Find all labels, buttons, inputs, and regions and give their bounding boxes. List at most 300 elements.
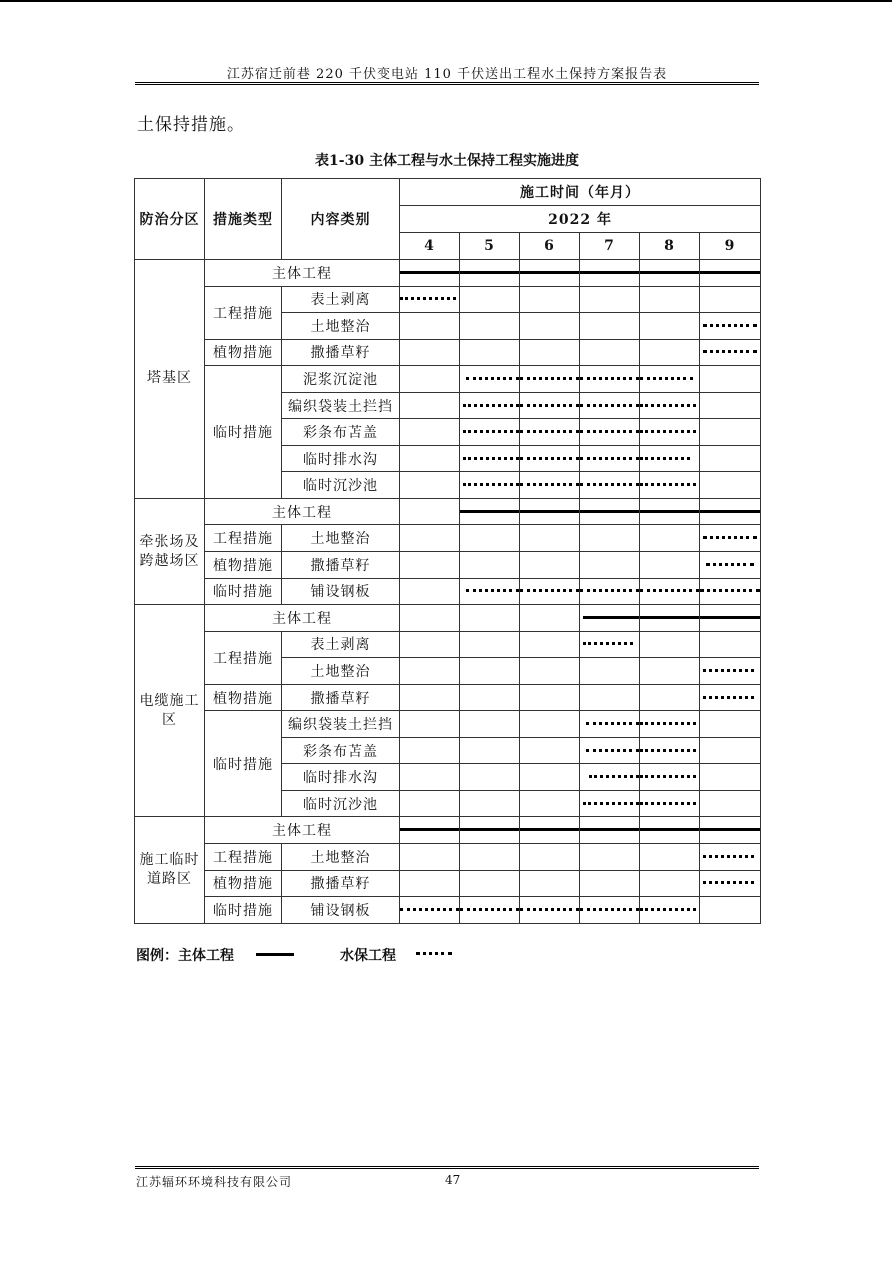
- header-rule: [135, 82, 759, 83]
- month-cell-6: [520, 578, 580, 605]
- month-cell-9: [700, 472, 761, 499]
- month-cell-7: [580, 764, 640, 791]
- month-cell-5: [460, 658, 520, 685]
- main-works-bar: [580, 271, 639, 274]
- soil-measure-bar: [703, 536, 757, 539]
- month-cell-6: [520, 790, 580, 817]
- header-type: 措施类型: [205, 179, 282, 260]
- month-cell-4: [400, 870, 460, 897]
- month-cell-4: [400, 605, 460, 632]
- month-cell-9: [700, 260, 761, 287]
- soil-measure-bar: [463, 483, 519, 486]
- soil-measure-bar: [520, 377, 579, 380]
- month-cell-6: [520, 658, 580, 685]
- main-works-label: 主体工程: [205, 605, 400, 632]
- month-cell-7: [580, 711, 640, 738]
- main-works-bar: [700, 616, 760, 619]
- soil-measure-bar: [640, 908, 696, 911]
- content-cell: 土地整治: [282, 525, 400, 552]
- footer-rule-2: [135, 1168, 759, 1169]
- main-works-bar: [460, 828, 519, 831]
- month-cell-8: [640, 366, 700, 393]
- main-works-bar: [700, 271, 760, 274]
- month-cell-4: [400, 684, 460, 711]
- month-cell-8: [640, 737, 700, 764]
- month-cell-7: [580, 366, 640, 393]
- month-cell-4: [400, 817, 460, 844]
- soil-measure-bar: [703, 881, 754, 884]
- month-cell-6: [520, 260, 580, 287]
- month-cell-7: [580, 313, 640, 340]
- month-cell-8: [640, 445, 700, 472]
- month-cell-9: [700, 817, 761, 844]
- content-cell: 彩条布苫盖: [282, 419, 400, 446]
- month-cell-9: [700, 339, 761, 366]
- month-cell-7: [580, 684, 640, 711]
- soil-measure-bar: [466, 589, 519, 592]
- content-cell: 撒播草籽: [282, 339, 400, 366]
- month-cell-5: [460, 897, 520, 924]
- main-works-bar: [400, 271, 459, 274]
- month-cell-5: [460, 790, 520, 817]
- month-cell-7: [580, 525, 640, 552]
- soil-measure-bar: [580, 377, 639, 380]
- month-cell-8: [640, 578, 700, 605]
- month-cell-7: [580, 897, 640, 924]
- month-cell-8: [640, 764, 700, 791]
- soil-measure-bar: [703, 324, 757, 327]
- month-cell-4: [400, 844, 460, 871]
- month-cell-5: [460, 737, 520, 764]
- content-cell: 撒播草籽: [282, 552, 400, 579]
- content-cell: 撒播草籽: [282, 684, 400, 711]
- measure-type-cell: 临时措施: [205, 897, 282, 924]
- month-cell-9: [700, 445, 761, 472]
- month-cell-5: [460, 339, 520, 366]
- soil-measure-bar: [580, 483, 639, 486]
- main-works-bar: [520, 510, 579, 513]
- month-cell-5: [460, 472, 520, 499]
- month-cell-9: [700, 392, 761, 419]
- month-cell-7: [580, 419, 640, 446]
- soil-measure-bar: [640, 404, 696, 407]
- month-cell-4: [400, 366, 460, 393]
- main-works-bar: [460, 510, 519, 513]
- month-cell-6: [520, 605, 580, 632]
- table-row: [135, 366, 761, 393]
- legend-water-line: [416, 952, 452, 955]
- top-border: [0, 0, 892, 2]
- month-cell-5: [460, 313, 520, 340]
- month-cell-7: [580, 392, 640, 419]
- month-cell-5: [460, 844, 520, 871]
- month-cell-4: [400, 498, 460, 525]
- footer-rule: [135, 1166, 759, 1167]
- month-cell-5: [460, 286, 520, 313]
- month-cell-7: [580, 790, 640, 817]
- month-cell-7: [580, 260, 640, 287]
- month-cell-6: [520, 870, 580, 897]
- header-year: 2022 年: [400, 206, 761, 233]
- month-cell-4: [400, 260, 460, 287]
- month-cell-9: [700, 313, 761, 340]
- legend-main-label: 图例：主体工程: [136, 948, 234, 964]
- soil-measure-bar: [640, 722, 696, 725]
- soil-measure-bar: [640, 749, 696, 752]
- zone-cell: 电缆施工区: [135, 605, 205, 817]
- month-cell-5: [460, 684, 520, 711]
- main-works-label: 主体工程: [205, 817, 400, 844]
- main-works-bar: [460, 271, 519, 274]
- month-cell-9: [700, 870, 761, 897]
- soil-measure-bar: [520, 404, 579, 407]
- month-cell-6: [520, 313, 580, 340]
- soil-measure-bar: [706, 563, 754, 566]
- month-cell-8: [640, 552, 700, 579]
- soil-measure-bar: [520, 908, 579, 911]
- content-cell: 土地整治: [282, 313, 400, 340]
- month-cell-6: [520, 631, 580, 658]
- month-cell-9: [700, 711, 761, 738]
- month-cell-5: [460, 711, 520, 738]
- month-cell-5: [460, 260, 520, 287]
- month-cell-6: [520, 897, 580, 924]
- month-cell-6: [520, 419, 580, 446]
- month-cell-8: [640, 658, 700, 685]
- content-cell: 临时排水沟: [282, 445, 400, 472]
- measure-type-cell: 工程措施: [205, 286, 282, 339]
- main-works-bar: [400, 828, 459, 831]
- table-row: [135, 525, 761, 552]
- soil-measure-bar: [400, 297, 456, 300]
- month-cell-7: [580, 631, 640, 658]
- soil-measure-bar: [520, 430, 579, 433]
- month-header-6: 6: [520, 233, 580, 260]
- month-cell-5: [460, 605, 520, 632]
- main-works-bar: [640, 616, 699, 619]
- month-cell-8: [640, 684, 700, 711]
- month-cell-7: [580, 817, 640, 844]
- soil-measure-bar: [463, 430, 519, 433]
- table-row: [135, 844, 761, 871]
- soil-measure-bar: [589, 775, 639, 778]
- soil-measure-bar: [703, 350, 757, 353]
- month-cell-6: [520, 764, 580, 791]
- table-row: [135, 578, 761, 605]
- footer-company: 江苏辐环环境科技有限公司: [136, 1175, 293, 1189]
- soil-measure-bar: [640, 775, 696, 778]
- main-works-bar: [640, 271, 699, 274]
- soil-measure-bar: [580, 908, 639, 911]
- month-cell-9: [700, 525, 761, 552]
- table-row: [135, 684, 761, 711]
- month-cell-8: [640, 392, 700, 419]
- month-cell-8: [640, 419, 700, 446]
- month-cell-8: [640, 339, 700, 366]
- content-cell: 泥浆沉淀池: [282, 366, 400, 393]
- content-cell: 铺设钢板: [282, 578, 400, 605]
- month-cell-8: [640, 711, 700, 738]
- main-works-bar: [640, 510, 699, 513]
- month-cell-5: [460, 419, 520, 446]
- table-row: [135, 870, 761, 897]
- month-cell-5: [460, 870, 520, 897]
- month-cell-4: [400, 419, 460, 446]
- month-cell-6: [520, 817, 580, 844]
- month-cell-4: [400, 578, 460, 605]
- month-cell-5: [460, 366, 520, 393]
- month-cell-6: [520, 684, 580, 711]
- content-cell: 土地整治: [282, 658, 400, 685]
- content-cell: 彩条布苫盖: [282, 737, 400, 764]
- header-time: 施工时间（年月）: [400, 179, 761, 206]
- month-cell-9: [700, 578, 761, 605]
- main-works-bar: [520, 271, 579, 274]
- content-cell: 编织袋装土拦挡: [282, 392, 400, 419]
- month-cell-4: [400, 286, 460, 313]
- main-works-label: 主体工程: [205, 498, 400, 525]
- measure-type-cell: 临时措施: [205, 366, 282, 499]
- soil-measure-bar: [640, 483, 696, 486]
- month-cell-9: [700, 764, 761, 791]
- month-cell-8: [640, 498, 700, 525]
- page-header: 江苏宿迁前巷 220 千伏变电站 110 千伏送出工程水土保持方案报告表: [226, 67, 668, 82]
- soil-measure-bar: [586, 722, 639, 725]
- month-cell-6: [520, 366, 580, 393]
- month-cell-9: [700, 286, 761, 313]
- month-cell-7: [580, 286, 640, 313]
- month-cell-5: [460, 552, 520, 579]
- soil-measure-bar: [703, 855, 754, 858]
- month-cell-8: [640, 844, 700, 871]
- table-row: [135, 631, 761, 658]
- header-zone: 防治分区: [135, 179, 205, 260]
- soil-measure-bar: [640, 377, 693, 380]
- month-cell-6: [520, 525, 580, 552]
- month-cell-7: [580, 339, 640, 366]
- zone-cell: 牵张场及跨越场区: [135, 498, 205, 604]
- content-cell: 表土剥离: [282, 286, 400, 313]
- month-cell-4: [400, 897, 460, 924]
- table-row: [135, 498, 761, 525]
- header-rule-2: [135, 84, 759, 85]
- table-row: [135, 711, 761, 738]
- main-works-bar: [583, 616, 639, 619]
- month-header-9: 9: [700, 233, 761, 260]
- soil-measure-bar: [640, 457, 690, 460]
- content-cell: 撒播草籽: [282, 870, 400, 897]
- month-header-7: 7: [580, 233, 640, 260]
- month-cell-4: [400, 552, 460, 579]
- content-cell: 土地整治: [282, 844, 400, 871]
- month-cell-8: [640, 525, 700, 552]
- content-cell: 临时沉沙池: [282, 790, 400, 817]
- month-cell-4: [400, 737, 460, 764]
- month-cell-7: [580, 658, 640, 685]
- month-cell-5: [460, 631, 520, 658]
- month-cell-6: [520, 472, 580, 499]
- month-cell-9: [700, 658, 761, 685]
- soil-measure-bar: [580, 457, 639, 460]
- month-header-5: 5: [460, 233, 520, 260]
- main-works-label: 主体工程: [205, 260, 400, 287]
- month-cell-7: [580, 844, 640, 871]
- month-cell-9: [700, 605, 761, 632]
- legend: [136, 945, 396, 965]
- measure-type-cell: 工程措施: [205, 844, 282, 871]
- month-cell-8: [640, 605, 700, 632]
- soil-measure-bar: [460, 908, 519, 911]
- measure-type-cell: 植物措施: [205, 552, 282, 579]
- main-works-bar: [640, 828, 699, 831]
- month-cell-6: [520, 711, 580, 738]
- soil-measure-bar: [703, 696, 754, 699]
- table-row: [135, 339, 761, 366]
- month-cell-7: [580, 472, 640, 499]
- measure-type-cell: 工程措施: [205, 525, 282, 552]
- soil-measure-bar: [640, 430, 696, 433]
- month-cell-6: [520, 552, 580, 579]
- zone-cell: 施工临时道路区: [135, 817, 205, 924]
- soil-measure-bar: [586, 749, 639, 752]
- month-cell-5: [460, 578, 520, 605]
- month-cell-8: [640, 286, 700, 313]
- table-row: [135, 897, 761, 924]
- soil-measure-bar: [520, 589, 579, 592]
- month-cell-5: [460, 392, 520, 419]
- month-cell-7: [580, 605, 640, 632]
- month-cell-9: [700, 897, 761, 924]
- content-cell: 临时排水沟: [282, 764, 400, 791]
- month-cell-6: [520, 737, 580, 764]
- header-content: 内容类别: [282, 179, 400, 260]
- month-cell-9: [700, 552, 761, 579]
- content-cell: 表土剥离: [282, 631, 400, 658]
- month-cell-7: [580, 498, 640, 525]
- table-row: [135, 260, 761, 287]
- table-row: [135, 817, 761, 844]
- month-cell-7: [580, 870, 640, 897]
- main-works-bar: [580, 510, 639, 513]
- table-row: [135, 605, 761, 632]
- soil-measure-bar: [640, 802, 696, 805]
- main-works-bar: [700, 510, 760, 513]
- soil-measure-bar: [580, 404, 639, 407]
- month-cell-8: [640, 790, 700, 817]
- month-cell-9: [700, 419, 761, 446]
- month-cell-4: [400, 631, 460, 658]
- month-cell-8: [640, 313, 700, 340]
- main-works-bar: [520, 828, 579, 831]
- main-works-bar: [700, 828, 760, 831]
- soil-measure-bar: [583, 642, 633, 645]
- schedule-table: [134, 178, 761, 924]
- measure-type-cell: 植物措施: [205, 339, 282, 366]
- month-cell-5: [460, 817, 520, 844]
- table-row: [135, 552, 761, 579]
- month-cell-7: [580, 578, 640, 605]
- content-cell: 临时沉沙池: [282, 472, 400, 499]
- content-cell: 编织袋装土拦挡: [282, 711, 400, 738]
- month-cell-4: [400, 525, 460, 552]
- soil-measure-bar: [580, 430, 639, 433]
- legend-main-line: [256, 953, 294, 956]
- measure-type-cell: 临时措施: [205, 711, 282, 817]
- soil-measure-bar: [463, 404, 519, 407]
- month-header-4: 4: [400, 233, 460, 260]
- main-works-bar: [580, 828, 639, 831]
- month-cell-4: [400, 764, 460, 791]
- month-cell-9: [700, 366, 761, 393]
- month-cell-4: [400, 711, 460, 738]
- month-cell-6: [520, 339, 580, 366]
- table-caption: 表1-30 主体工程与水土保持工程实施进度: [315, 153, 579, 169]
- measure-type-cell: 临时措施: [205, 578, 282, 605]
- month-cell-6: [520, 392, 580, 419]
- month-cell-4: [400, 445, 460, 472]
- zone-cell: 塔基区: [135, 260, 205, 499]
- month-cell-9: [700, 684, 761, 711]
- month-cell-6: [520, 844, 580, 871]
- month-cell-5: [460, 498, 520, 525]
- month-cell-6: [520, 286, 580, 313]
- month-cell-4: [400, 472, 460, 499]
- measure-type-cell: 工程措施: [205, 631, 282, 684]
- soil-measure-bar: [583, 802, 639, 805]
- month-cell-4: [400, 790, 460, 817]
- soil-measure-bar: [466, 377, 519, 380]
- month-cell-4: [400, 392, 460, 419]
- month-cell-4: [400, 313, 460, 340]
- month-cell-4: [400, 339, 460, 366]
- month-cell-7: [580, 552, 640, 579]
- month-cell-6: [520, 498, 580, 525]
- soil-measure-bar: [463, 457, 519, 460]
- soil-measure-bar: [520, 457, 579, 460]
- soil-measure-bar: [400, 908, 459, 911]
- legend-water-label: 水保工程: [340, 948, 396, 964]
- month-cell-9: [700, 844, 761, 871]
- month-cell-5: [460, 445, 520, 472]
- month-cell-8: [640, 260, 700, 287]
- month-cell-5: [460, 764, 520, 791]
- month-cell-7: [580, 445, 640, 472]
- soil-measure-bar: [580, 589, 639, 592]
- month-cell-7: [580, 737, 640, 764]
- soil-measure-bar: [640, 589, 699, 592]
- month-header-8: 8: [640, 233, 700, 260]
- table-row: [135, 286, 761, 313]
- measure-type-cell: 植物措施: [205, 870, 282, 897]
- intro-text: 土保持措施。: [137, 115, 245, 135]
- month-cell-8: [640, 817, 700, 844]
- month-cell-8: [640, 631, 700, 658]
- measure-type-cell: 植物措施: [205, 684, 282, 711]
- content-cell: 铺设钢板: [282, 897, 400, 924]
- soil-measure-bar: [700, 589, 760, 592]
- month-cell-8: [640, 870, 700, 897]
- page-number: 47: [445, 1173, 461, 1187]
- soil-measure-bar: [520, 483, 579, 486]
- month-cell-9: [700, 631, 761, 658]
- month-cell-5: [460, 525, 520, 552]
- month-cell-9: [700, 498, 761, 525]
- month-cell-8: [640, 897, 700, 924]
- soil-measure-bar: [703, 669, 754, 672]
- month-cell-8: [640, 472, 700, 499]
- month-cell-6: [520, 445, 580, 472]
- month-cell-9: [700, 737, 761, 764]
